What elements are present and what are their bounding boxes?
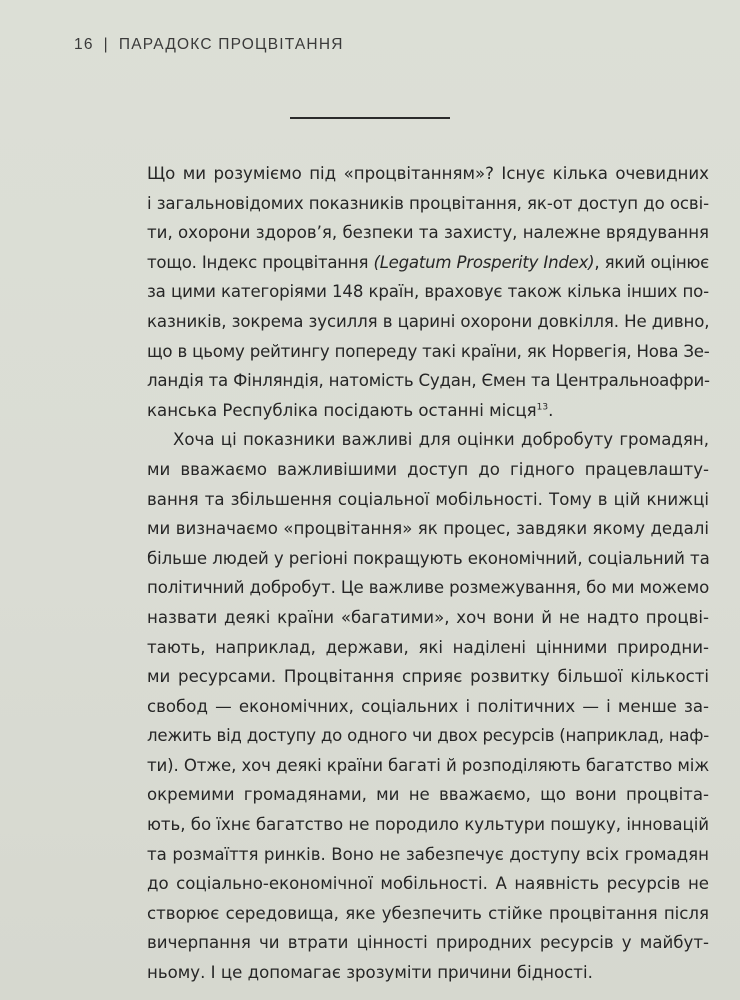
text-line: свобод — економічних, соціальних і політичних — і менше за- [147, 696, 709, 716]
text-line: до соціально-економічної мобільності. А наявність ресурсів не [147, 874, 709, 894]
text-line [147, 248, 709, 278]
paragraph-1 [147, 159, 709, 425]
book-title: ПАРАДОКС ПРОЦВІТАННЯ [118, 36, 344, 53]
text-line: ти). Отже, хоч деякі країни багаті й розподіляють багатство між [147, 755, 709, 775]
text-line: назвати деякі країни «багатими», хоч вони й не надто процві- [147, 607, 709, 627]
text-line: що в цьому рейтингу попереду такі країни, як Норвегія, Нова Зе- [147, 341, 710, 361]
text-line: ландія та Фінляндія, натомість Судан, Ємен та Центральноафри- [147, 371, 710, 391]
running-head-separator: | [103, 36, 109, 53]
text-line: та розмаїття ринків. Воно не забезпечує доступу всіх громадян [147, 844, 709, 864]
page-number: 16 [74, 36, 94, 53]
body-text [147, 159, 709, 988]
text-line: ми вважаємо важливішими доступ до гідного працевлашту- [147, 459, 709, 479]
text-line: окремими громадянами, ми не вважаємо, що вони процвіта- [147, 785, 709, 805]
text-line: Що ми розуміємо під «процвітанням»? Існує кілька очевидних [147, 164, 709, 183]
text-line [147, 396, 709, 426]
text-segment: . [548, 400, 554, 420]
text-line: створює середовища, яке убезпечить стійке процвітання після [147, 903, 709, 923]
text-line: лежить від доступу до одного чи двох ресурсів (наприклад, наф- [147, 726, 709, 746]
running-head [74, 36, 344, 54]
text-line: за цими категоріями 148 країн, враховує також кілька інших по- [147, 282, 709, 302]
text-line: політичний добробут. Це важливе розмежування, бо ми можемо [147, 578, 710, 598]
text-segment: , який оцінює [594, 252, 709, 272]
text-line: ми ресурсами. Процвітання сприяє розвитку більшої кількості [147, 667, 709, 687]
footnote-ref: 13 [536, 402, 549, 413]
paragraph-2 [147, 425, 709, 987]
text-line: тають, наприклад, держави, які наділені цінними природни- [147, 637, 709, 657]
text-line: Хоча ці показники важливі для оцінки добробуту громадян, [173, 430, 709, 450]
text-segment: канська Республіка посідають останні місця [147, 400, 537, 420]
text-line: вання та збільшення соціальної мобільності. Тому в цій книжці [147, 489, 709, 509]
text-line: ньому. І це допомагає зрозуміти причини бідності. [147, 963, 593, 983]
text-line: вичерпання чи втрати цінності природних ресурсів у майбут- [147, 933, 709, 953]
text-line: ють, бо їхнє багатство не породило культури пошуку, інновацій [147, 815, 709, 835]
text-line: більше людей у регіоні покращують економічний, соціальний та [147, 548, 710, 568]
section-divider [290, 117, 450, 119]
text-segment: тощо. Індекс процвітання [147, 252, 374, 272]
text-line: ми визначаємо «процвітання» як процес, завдяки якому дедалі [147, 519, 709, 539]
text-line: і загальновідомих показників процвітання, як-от доступ до осві- [147, 193, 709, 213]
text-line: ти, охорони здоров’я, безпеки та захисту, належне врядування [147, 223, 710, 243]
text-line: казників, зокрема зусилля в царині охорони довкілля. Не дивно, [147, 311, 710, 331]
index-name-italic: (Legatum Prosperity Index) [373, 252, 595, 272]
